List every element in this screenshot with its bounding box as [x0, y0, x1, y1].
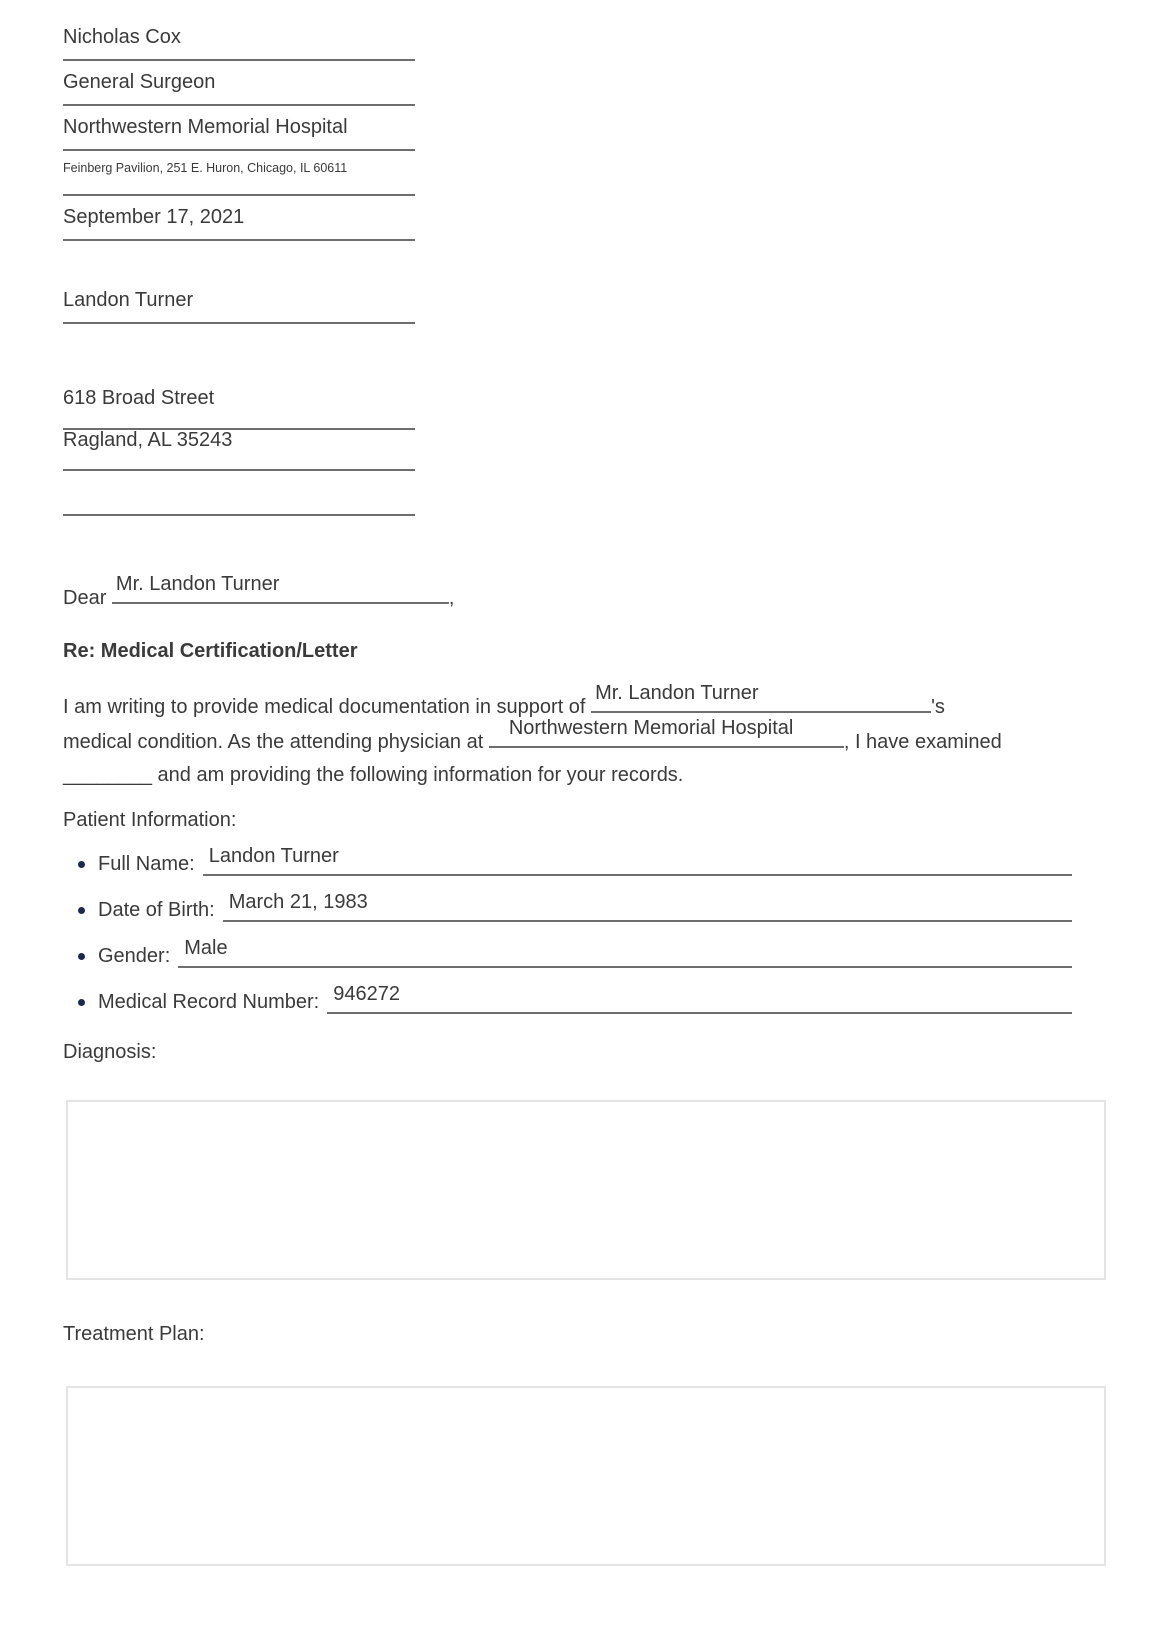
medical-record-number-label: Medical Record Number: [98, 991, 320, 1013]
date-of-birth-label: Date of Birth: [98, 899, 215, 921]
patient-field-row-gender [63, 922, 1072, 968]
recipient-street-field[interactable]: 618 Broad Street [63, 388, 415, 430]
patient-name-fill-value: Mr. Landon Turner [595, 682, 759, 704]
date-of-birth-field[interactable] [223, 888, 1072, 922]
gender-value: Male [184, 937, 228, 959]
full-name-field[interactable] [203, 842, 1072, 876]
patient-information-heading: Patient Information: [63, 809, 237, 831]
subject-line: Re: Medical Certification/Letter [63, 640, 358, 662]
patient-field-row-mrn [63, 968, 1072, 1014]
hospital-fill-value: Northwestern Memorial Hospital [508, 717, 794, 739]
greeting-name-value: Mr. Landon Turner [115, 573, 280, 595]
sender-address-field[interactable]: Feinberg Pavilion, 251 E. Huron, Chicago, IL 60611 [63, 162, 415, 196]
greeting-prefix: Dear [63, 587, 107, 609]
bullet-icon [78, 861, 85, 868]
gender-field[interactable] [178, 934, 1072, 968]
diagnosis-textarea[interactable] [66, 1100, 1106, 1280]
recipient-extra-field[interactable] [63, 471, 415, 516]
body-line-2-suffix: , I have examined [843, 731, 1002, 753]
greeting-line [63, 573, 1176, 611]
sender-organization-field[interactable]: Northwestern Memorial Hospital [63, 117, 415, 151]
body-line-1-suffix: 's [931, 696, 945, 718]
bullet-icon [78, 907, 85, 914]
bullet-icon [78, 999, 85, 1006]
body-line-3-text: and am providing the following information for your records. [157, 764, 684, 786]
sender-name-field[interactable]: Nicholas Cox [63, 27, 415, 61]
body-line-1-text: I am writing to provide medical documentation in support of [63, 696, 586, 718]
treatment-plan-textarea[interactable] [66, 1386, 1106, 1566]
patient-field-row-dob [63, 876, 1072, 922]
gender-label: Gender: [98, 945, 171, 967]
medical-record-number-value: 946272 [333, 983, 400, 1005]
patient-name-fill-field[interactable] [591, 682, 931, 713]
body-line-3 [63, 759, 1176, 792]
recipient-city-field[interactable]: Ragland, AL 35243 [63, 430, 415, 471]
recipient-name-field[interactable]: Landon Turner [63, 290, 415, 324]
body-paragraph [63, 682, 1176, 792]
date-of-birth-value: March 21, 1983 [228, 891, 368, 913]
full-name-value: Landon Turner [208, 845, 339, 867]
body-blank-field[interactable]: ________ [63, 764, 152, 786]
greeting-name-field[interactable] [112, 573, 449, 604]
letter-date-field[interactable]: September 17, 2021 [63, 207, 415, 241]
greeting-punctuation: , [448, 587, 455, 609]
spacer [63, 252, 1176, 290]
hospital-fill-field[interactable] [489, 717, 844, 748]
bullet-icon [78, 953, 85, 960]
treatment-plan-label: Treatment Plan: [63, 1323, 205, 1345]
patient-field-row-full-name [63, 830, 1072, 876]
spacer [63, 335, 1176, 388]
body-line-2 [63, 717, 1176, 759]
diagnosis-label: Diagnosis: [63, 1041, 157, 1063]
medical-record-number-field[interactable] [327, 980, 1072, 1014]
body-line-2-text: medical condition. As the attending physician at [63, 731, 484, 753]
full-name-label: Full Name: [98, 853, 195, 875]
sender-title-field[interactable]: General Surgeon [63, 72, 415, 106]
